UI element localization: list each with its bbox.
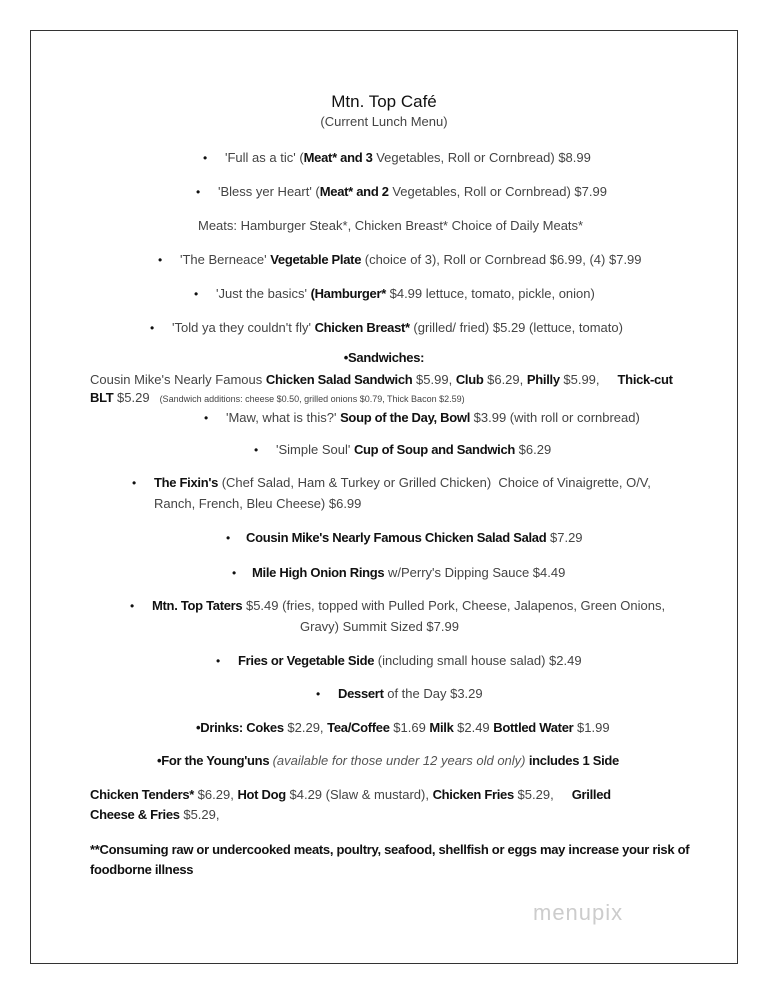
menu-line [226,410,640,426]
menu-item-detail: Vegetables, Roll or Cornbread) $8.99 [372,150,591,165]
bullet-icon: • [203,151,208,165]
menu-item-detail: Vegetables, Roll or Cornbread) $7.99 [388,184,607,199]
menu-item-name: Tea/Coffee [327,720,390,735]
menu-item-name: Thick-cut [617,372,673,387]
menu-item-name: Grilled [571,787,611,802]
menu-item-detail: $5.99, [412,372,456,387]
bullet-icon: • [196,185,201,199]
menu-page-border [30,30,738,964]
menu-line [154,496,361,512]
menu-line [196,720,610,736]
menu-item-name: Meat* and 3 [303,150,373,165]
menu-item-name: foodborne illness [90,862,194,877]
menu-item-name: •For the Young'uns [157,753,273,768]
menu-item-name: Hot Dog [237,787,286,802]
menu-line [90,390,465,407]
bullet-icon: • [316,687,321,701]
menu-item-name: Chicken Salad Sandwich [265,372,413,387]
menu-item-detail: (Sandwich additions: cheese $0.50, grilled onions $0.79, Thick Bacon $2.59) [149,394,465,404]
menu-item-name: Dessert [338,686,384,701]
menu-item-name: Mile High Onion Rings [252,565,385,580]
menu-line [154,475,651,491]
menu-item-detail: Meats: Hamburger Steak*, Chicken Breast* Choice of Daily Meats* [198,218,584,233]
menu-line [252,565,565,581]
bullet-icon: • [216,654,221,668]
menu-item-detail: (including small house salad) $2.49 [374,653,582,668]
menu-item-name: Bottled Water [493,720,574,735]
menu-item-detail: 'The Berneace' [180,252,271,267]
menu-line [338,686,483,702]
bullet-icon: • [132,476,137,490]
menu-item-name: BLT [90,390,114,405]
menu-item-name: Chicken Breast* [314,320,410,335]
menu-line [172,320,623,336]
menu-item-detail: Cousin Mike's Nearly Famous [90,372,266,387]
menu-item-name: Soup of the Day, Bowl [340,410,471,425]
menu-item-detail: 'Full as a tic' ( [225,150,304,165]
menu-item-name: Chicken Fries [432,787,514,802]
menu-line [157,753,619,769]
menu-item-detail: $5.29, [513,787,554,802]
menu-item-detail: w/Perry's Dipping Sauce $4.49 [384,565,566,580]
menu-item-detail: 'Told ya they couldn't fly' [172,320,315,335]
menu-item-detail: (choice of 3), Roll or Cornbread $6.99, (4) $7.99 [361,252,642,267]
menu-item-detail: Gravy) Summit Sized $7.99 [300,619,459,634]
menu-subtitle: (Current Lunch Menu) [320,114,448,129]
menu-line [246,530,583,546]
menu-item-detail: of the Day $3.29 [383,686,483,701]
menu-item-detail: $2.29, [283,720,328,735]
menu-item-name: includes 1 Side [525,753,619,768]
menu-line [180,252,642,268]
bullet-icon: • [232,566,237,580]
menu-item-name: Cousin Mike's Nearly Famous Chicken Salad Salad [246,530,547,545]
menu-item-detail: Ranch, French, Bleu Cheese) $6.99 [154,496,362,511]
menu-line [276,442,551,458]
menu-item-name: Vegetable Plate [270,252,362,267]
menu-item-detail: 'Simple Soul' [276,442,354,457]
menu-item-detail: 'Bless yer Heart' ( [218,184,320,199]
menu-item-detail: $7.29 [546,530,583,545]
bullet-icon: • [254,443,259,457]
bullet-icon: • [130,599,135,613]
menu-title: Mtn. Top Café [331,92,437,111]
menu-item-detail: $5.29 [113,390,150,405]
bullet-icon: • [226,531,231,545]
bullet-icon: • [158,253,163,267]
menu-item-name: **Consuming raw or undercooked meats, poultry, seafood, shellfish or eggs may increase your risk of [90,842,690,857]
menu-item-name: Club [455,372,484,387]
menu-item-detail: $3.99 (with roll or cornbread) [470,410,640,425]
menu-item-detail: $6.29, [194,787,238,802]
menu-item-name: •Drinks: Cokes [196,720,284,735]
menu-item-name: Milk [429,720,454,735]
menu-item-detail: $6.29, [483,372,527,387]
menu-line [0,350,768,366]
bullet-icon: • [204,411,209,425]
menu-line [218,184,607,200]
menu-item-detail: $1.99 [573,720,610,735]
menu-item-detail: $1.69 [389,720,430,735]
menu-item-detail: 'Maw, what is this?' [226,410,341,425]
menu-item-detail: $2.49 [453,720,494,735]
menu-item-name: Fries or Vegetable Side [238,653,375,668]
menu-item-detail: $6.29 [515,442,552,457]
menu-item-detail: $4.29 (Slaw & mustard), [285,787,433,802]
menu-item-detail: (Chef Salad, Ham & Turkey or Grilled Chicken) Choice of Vinaigrette, O/V, [218,475,651,490]
bullet-icon: • [150,321,155,335]
menu-item-detail: $4.99 lettuce, tomato, pickle, onion) [386,286,595,301]
menu-item-detail: (grilled/ fried) $5.29 (lettuce, tomato) [409,320,623,335]
menu-item-name: Chicken Tenders* [90,787,195,802]
menu-item-name: Cheese & Fries [90,807,180,822]
menu-line [90,372,673,388]
menu-item-detail: 'Just the basics' [216,286,311,301]
menu-line [216,286,595,302]
menu-line [90,842,689,858]
menu-line [90,807,220,823]
menu-line [238,653,582,669]
menu-item-name: •Sandwiches: [343,350,425,365]
menu-line [300,619,459,635]
menu-item-name: Mtn. Top Taters [152,598,243,613]
menu-item-name: Philly [526,372,560,387]
menu-item-detail: $5.49 (fries, topped with Pulled Pork, Cheese, Jalapenos, Green Onions, [242,598,666,613]
watermark-logo: menupix [533,900,624,925]
menu-item-detail: (available for those under 12 years old only) [272,753,526,768]
menu-line [198,218,583,234]
menu-line [152,598,665,614]
menu-item-name: The Fixin's [154,475,219,490]
menu-line [90,862,193,878]
menu-item-name: (Hamburger* [310,286,386,301]
menu-item-detail: $5.99, [559,372,600,387]
menu-item-detail: $5.29, [179,807,220,822]
menu-line [225,150,591,166]
bullet-icon: • [194,287,199,301]
menu-item-name: Meat* and 2 [319,184,389,199]
menu-line [90,787,611,803]
menu-item-name: Cup of Soup and Sandwich [353,442,516,457]
